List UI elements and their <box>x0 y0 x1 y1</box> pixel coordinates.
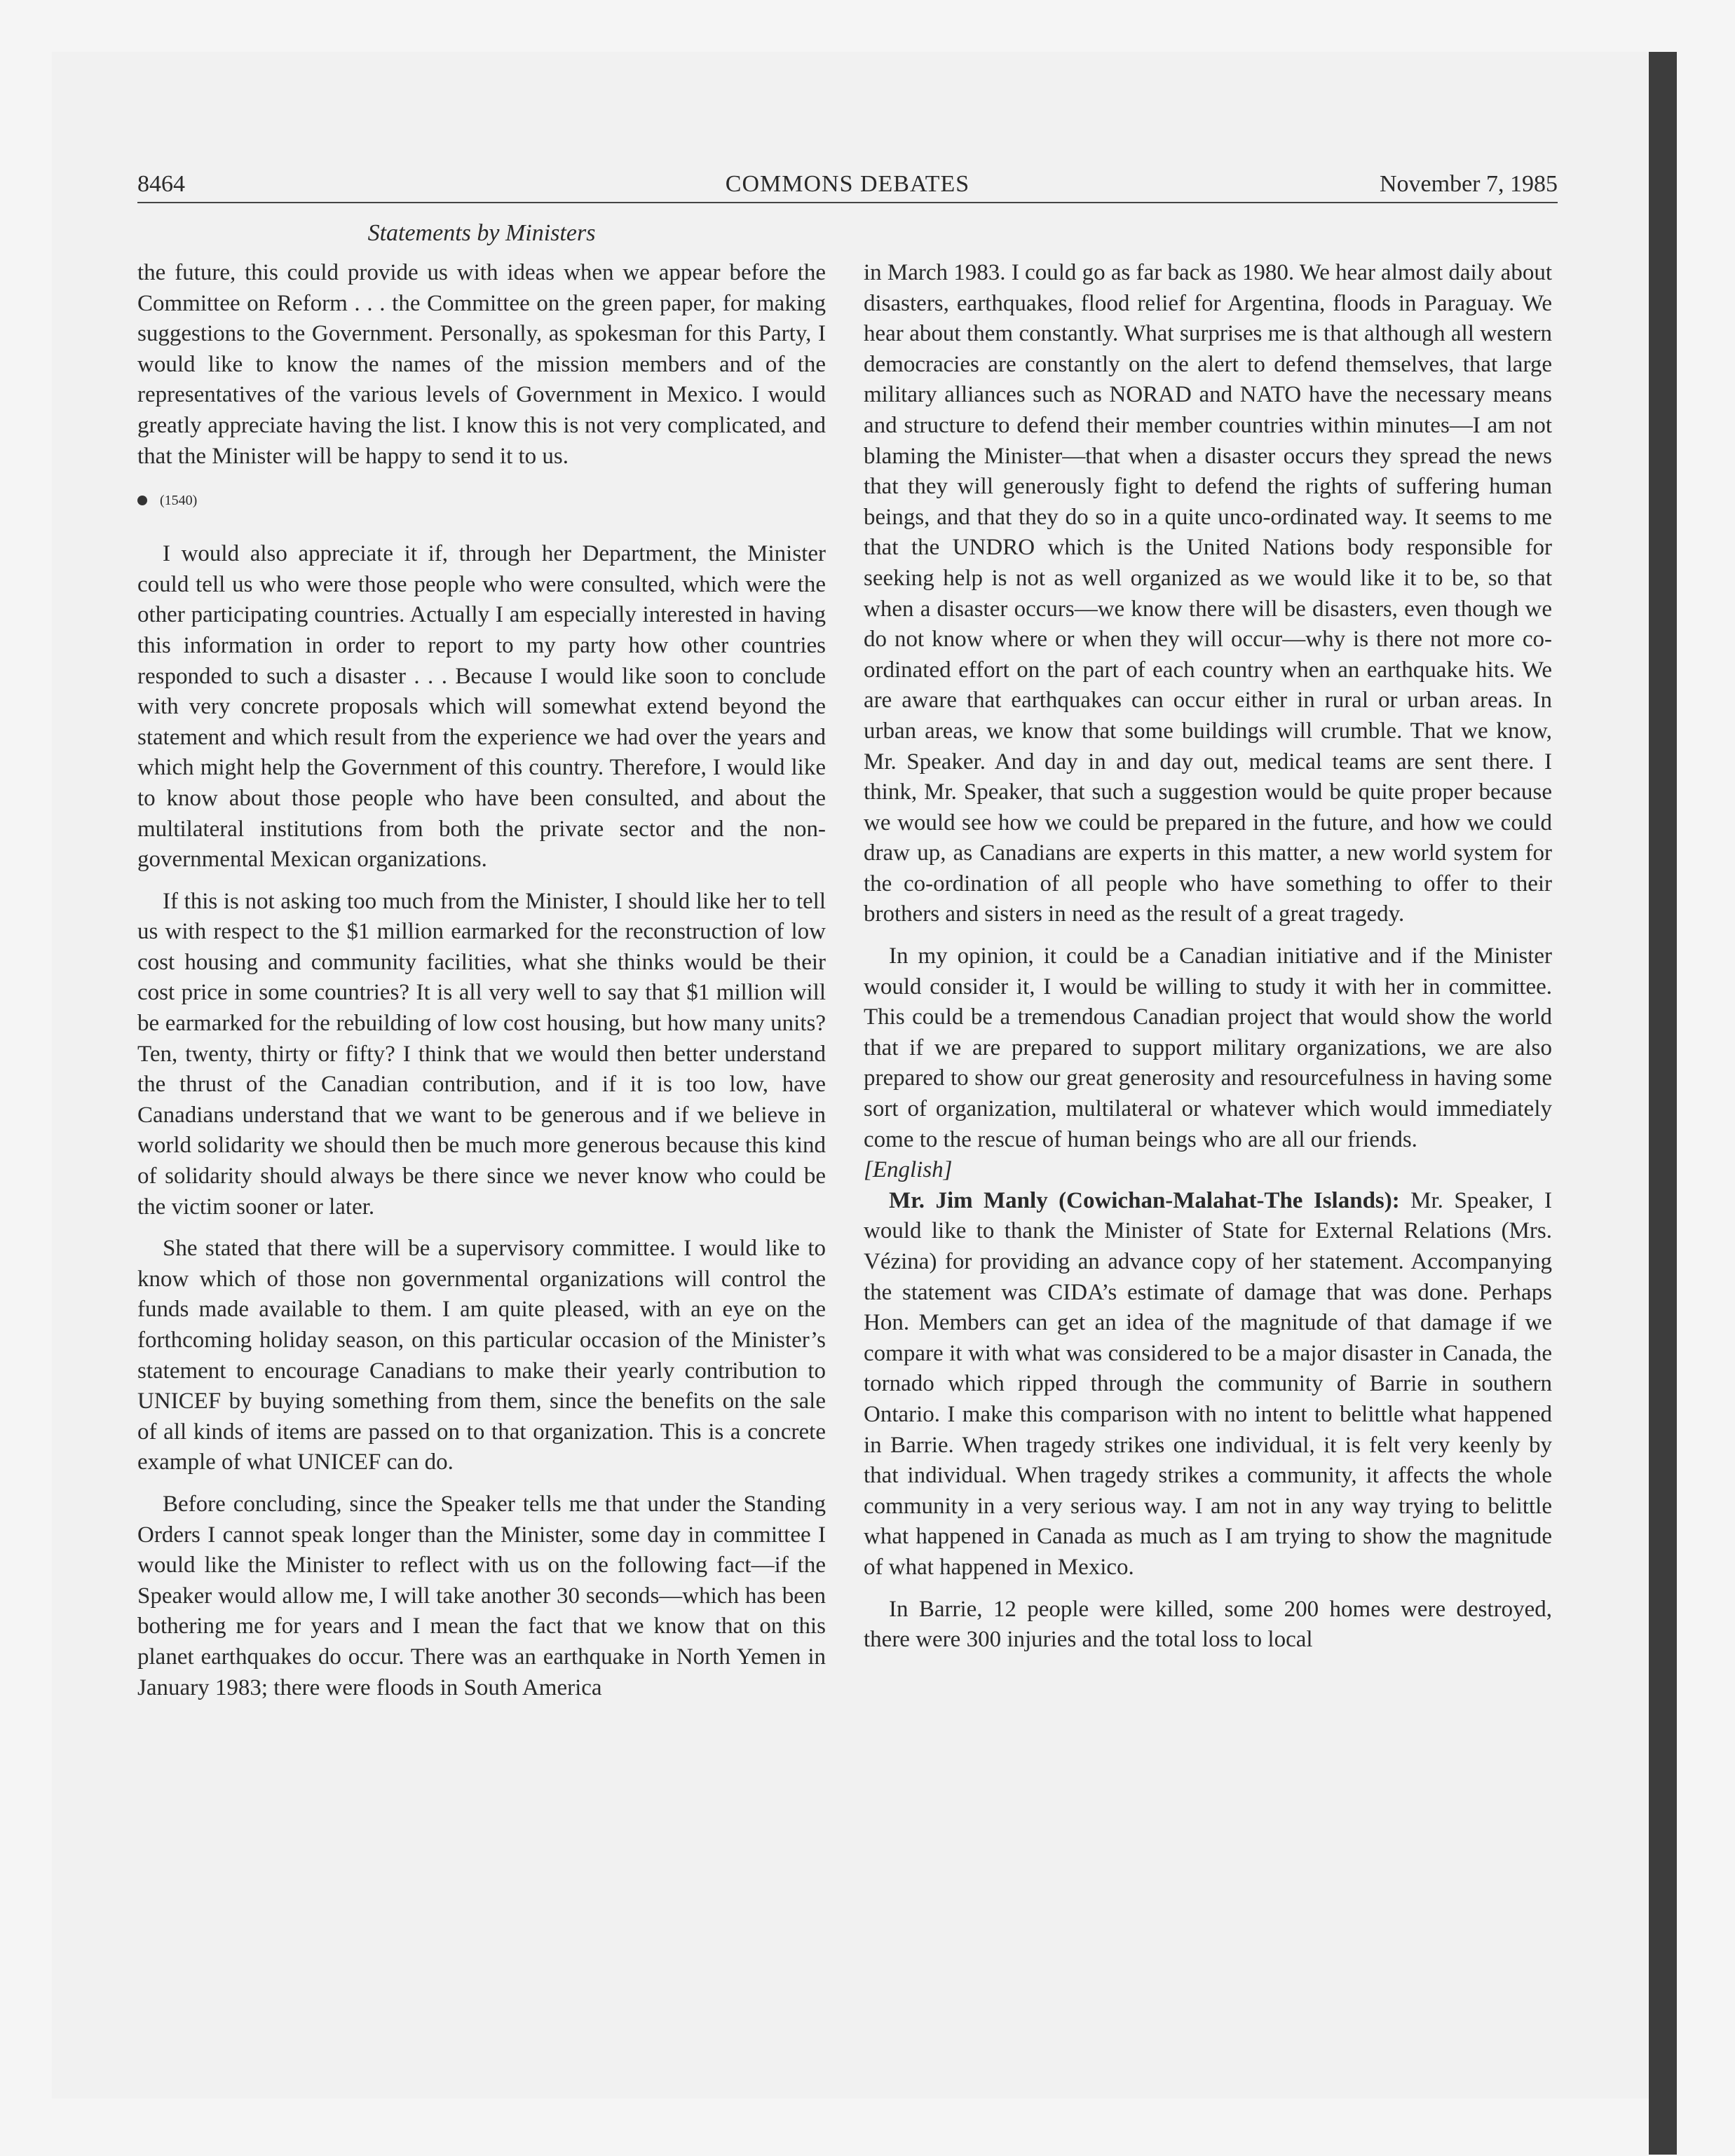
page-header <box>137 168 1558 200</box>
speaker-name: Mr. Jim Manly (Cowichan-Malahat-The Islands): <box>889 1187 1400 1213</box>
language-tag: [English] <box>864 1157 953 1183</box>
speech-text: Mr. Speaker, I would like to thank the Minister of State for External Relations (Mrs. Vézina) for providing an advance copy of her statement. Accompanying the statement was CIDA’s estimate of damage that was done. Perhaps Hon. Members can get an idea of the magnitude of that damage if we compare it with what was considered to be a major disaster in Canada, the tornado which ripped through the community of Barrie in southern Ontario. I make this comparison with no intent to belittle what happened in Barrie. When tragedy strikes one individual, it is felt very keenly by that individual. When tragedy strikes a community, it affects the whole community in a very serious way. I am not in any way trying to belittle what happened in Canada as much as I am trying to show the magnitude of what happened in Mexico. <box>864 1187 1552 1580</box>
left-column <box>137 258 826 1703</box>
bullet-icon <box>137 496 147 505</box>
publication-title: COMMONS DEBATES <box>725 171 970 197</box>
right-column <box>864 258 1552 1656</box>
paragraph: Before concluding, since the Speaker tells me that under the Standing Orders I cannot speak longer than the Minister, some day in committee I would like the Minister to reflect with us on the following fact—if the Speaker would allow me, I will take another 30 seconds—which has been bothering me for years and I mean the fact that we know that on this planet earthquakes do occur. There was an earthquake in North Yemen in January 1983; there were floods in South America <box>137 1491 826 1700</box>
paragraph: In my opinion, it could be a Canadian initiative and if the Minister would consider it, I would be willing to study it with her in committee. This could be a tremendous Canadian project that would show the world that if we are prepared to support military organizations, we are also prepared to show our great generosity and resourcefulness in having some sort of organization, multilateral or whatever which would immediately come to the rescue of human beings who are all our friends. <box>864 943 1552 1152</box>
time-marker <box>137 490 826 511</box>
paragraph: the future, this could provide us with ideas when we appear before the Committee on Reform . . . the Committee on the green paper, for making suggestions to the Government. Personally, as spokesman for this Party, I would like to know the names of the mission members and of the representatives of the various levels of Government in Mexico. I would greatly appreciate having the list. I know this is not very complicated, and that the Minister will be happy to send it to us. <box>137 260 826 469</box>
paragraph: She stated that there will be a supervisory committee. I would like to know which of those non governmental organizations will control the funds made available to them. I am quite pleased, with an eye on the forthcoming holiday season, on this particular occasion of the Minister’s statement to encourage Canadians to make their yearly contribution to UNICEF by buying something from them, since the benefits on the sale of all kinds of items are passed on to that organization. This is a concrete example of what UNICEF can do. <box>137 1236 826 1475</box>
page-date: November 7, 1985 <box>1379 171 1558 197</box>
time-marker-label: (1540) <box>160 493 198 509</box>
section-title: Statements by Ministers <box>367 220 596 246</box>
speech-paragraph <box>864 1186 1552 1583</box>
binding-edge <box>1649 52 1677 2155</box>
page-number: 8464 <box>137 171 185 197</box>
paragraph: in March 1983. I could go as far back as 1980. We hear almost daily about disasters, earthquakes, flood relief for Argentina, floods in Paraguay. We hear about them constantly. What surprises me is that although all western democracies are constantly on the alert to defend themselves, that large military alliances such as NORAD and NATO have the necessary means and structure to defend their member countries within minutes—I am not blaming the Minister—that when a disaster occurs they spread the news that they will generously fight to defend the rights of suffering human beings, and that they do so in a quite unco-ordinated way. It seems to me that the UNDRO which is the United Nations body responsible for seeking help is not as well organized as we would like it to be, so that when a disaster occurs—we know there will be disasters, even though we do not know where or when they will occur—why is there not more co-ordinated effort on the part of each country when an earthquake hits. We are aware that earthquakes can occur either in rural or urban areas. In urban areas, we know that some buildings will crumble. That we know, Mr. Speaker. And day in and day out, medical teams are sent there. I think, Mr. Speaker, that such a suggestion would be quite proper because we would see how we could be prepared in the future, and how we could draw up, as Canadians are experts in this matter, a new world system for the co-ordination of all people who have something to offer to their brothers and sisters in need as the result of a great tragedy. <box>864 260 1552 927</box>
paragraph: If this is not asking too much from the Minister, I should like her to tell us with respect to the $1 million earmarked for the reconstruction of low cost housing and community facilities, what she thinks would be their cost price in some countries? It is all very well to say that $1 million will be earmarked for the rebuilding of low cost housing, but how many units? Ten, twenty, thirty or fifty? I think that we would then better understand the thrust of the Canadian contribution, and if it is too low, have Canadians understand that we want to be generous and if we believe in world solidarity we should then be much more generous because this kind of solidarity should always be there since we never know who could be the victim sooner or later. <box>137 888 826 1220</box>
paragraph: In Barrie, 12 people were killed, some 200 homes were destroyed, there were 300 injuries and the total loss to local <box>864 1596 1552 1653</box>
header-rule <box>137 202 1558 203</box>
paragraph: I would also appreciate it if, through her Department, the Minister could tell us who were those people who were consulted, which were the other participating countries. Actually I am especially interested in having this information in order to report to my party how other countries responded to such a disaster . . . Because I would like soon to conclude with very concrete proposals which will somewhat extend beyond the statement and which result from the experience we had over the years and which might help the Government of this country. Therefore, I would like to know about those people who have been consulted, and about the multilateral institutions from both the private sector and the non-governmental Mexican organizations. <box>137 541 826 873</box>
